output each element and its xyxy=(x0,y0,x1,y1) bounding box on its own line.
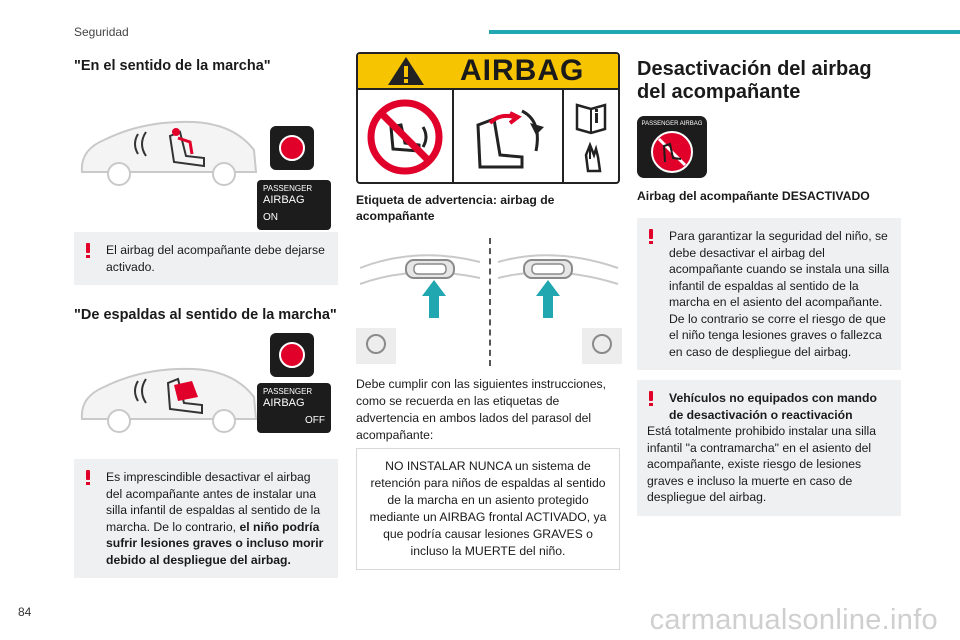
deactivation-warning-text: Para garantizar la seguridad del niño, se debe desactivar el airbag del acompañante cuando se instala una silla infantil de espaldas al sentido de la marcha en el asiento del acompañante. De lo contrario se corre el riesgo de que el niño tenga lesiones graves o fallezca en caso de despliegue del airbag. xyxy=(669,229,890,359)
label-passenger: PASSENGER xyxy=(263,387,313,396)
warning-exclamation-icon xyxy=(86,470,91,484)
no-switch-warning xyxy=(637,380,901,516)
illustration-divider xyxy=(489,238,491,366)
deactivation-warning xyxy=(637,218,901,370)
column-right xyxy=(637,50,901,516)
read-manual-icon xyxy=(564,90,618,184)
column-left xyxy=(74,50,338,578)
sunvisor-left-icon xyxy=(356,238,484,366)
rear-facing-title: "De espaldas al sentido de la marcha" xyxy=(74,307,337,323)
notice-text: NO INSTALAR NUNCA un sistema de retención para niños de espaldas al sentido de la marcha en un asiento protegido mediante un AIRBAG frontal ACTIVADO, ya que podría causar lesiones GRAVES o incluso la MUERTE del niño. xyxy=(369,459,607,558)
warning-exclamation-icon xyxy=(649,229,654,243)
warning-triangle-icon xyxy=(386,55,426,87)
airbag-off-icon-text: PASSENGER AIRBAG xyxy=(641,121,703,127)
rear-warning xyxy=(74,459,338,578)
airbag-switch-on-icon xyxy=(270,126,314,170)
airbag-switch-off-icon xyxy=(270,333,314,377)
instructions-text: Debe cumplir con las siguientes instrucciones, como se recuerda en las etiquetas de advertencia en ambos lados del parasol del acompañante: xyxy=(356,377,606,442)
forward-illustration xyxy=(74,88,338,223)
sunvisor-right-icon xyxy=(494,238,622,366)
car-forward-icon xyxy=(74,110,264,190)
label-airbag: AIRBAG xyxy=(263,397,305,409)
section-label: Seguridad xyxy=(74,25,129,39)
rear-warning-text: Es imprescindible desactivar el airbag del acompañante antes de instalar una silla infantil de espaldas al sentido de la marcha. De lo contrario, xyxy=(106,470,321,534)
forward-facing-title: "En el sentido de la marcha" xyxy=(74,58,271,74)
rear-warning-bold: el niño podría sufrir lesiones graves o incluso morir debido al despliegue del airbag. xyxy=(106,519,324,567)
page-number: 84 xyxy=(18,605,32,619)
warning-exclamation-icon xyxy=(649,391,654,405)
no-switch-warning-title: Vehículos no equipados con mando de desactivación o reactivación xyxy=(669,391,877,422)
airbag-on-label xyxy=(257,180,331,230)
no-switch-warning-body: Está totalmente prohibido instalar una silla infantil "a contramarcha" en el asiento del acompañante, existe riesgo de lesiones graves e incluso la muerte en caso de despliegue del airbag. xyxy=(647,424,876,504)
watermark: carmanualsonline.info xyxy=(649,604,938,636)
deactivated-caption: Airbag del acompañante DESACTIVADO xyxy=(637,189,870,203)
forward-warning xyxy=(74,232,338,285)
airbag-deploy-seat-icon xyxy=(454,90,564,184)
label-passenger: PASSENGER xyxy=(263,184,313,193)
airbag-banner xyxy=(358,54,618,90)
car-rear-icon xyxy=(74,357,264,437)
airbag-warning-label xyxy=(356,52,620,184)
deactivation-title: Desactivación del airbag del acompañante xyxy=(637,58,872,103)
label-airbag: AIRBAG xyxy=(263,194,305,206)
airbag-off-label xyxy=(257,383,331,433)
sunvisor-illustration xyxy=(356,238,620,368)
rear-illustration xyxy=(74,333,338,441)
label-state-on: ON xyxy=(263,212,278,223)
label-state-off: OFF xyxy=(305,415,325,426)
airbag-banner-text: AIRBAG xyxy=(460,54,585,87)
notice-box xyxy=(356,448,620,570)
label-caption: Etiqueta de advertencia: airbag de acompañante xyxy=(356,193,555,223)
header-accent-bar xyxy=(489,30,960,34)
airbag-off-icon xyxy=(637,116,707,178)
warning-exclamation-icon xyxy=(86,243,91,257)
forward-warning-text: El airbag del acompañante debe dejarse activado. xyxy=(106,243,325,274)
column-middle xyxy=(356,50,620,570)
no-rear-seat-icon xyxy=(358,90,454,184)
